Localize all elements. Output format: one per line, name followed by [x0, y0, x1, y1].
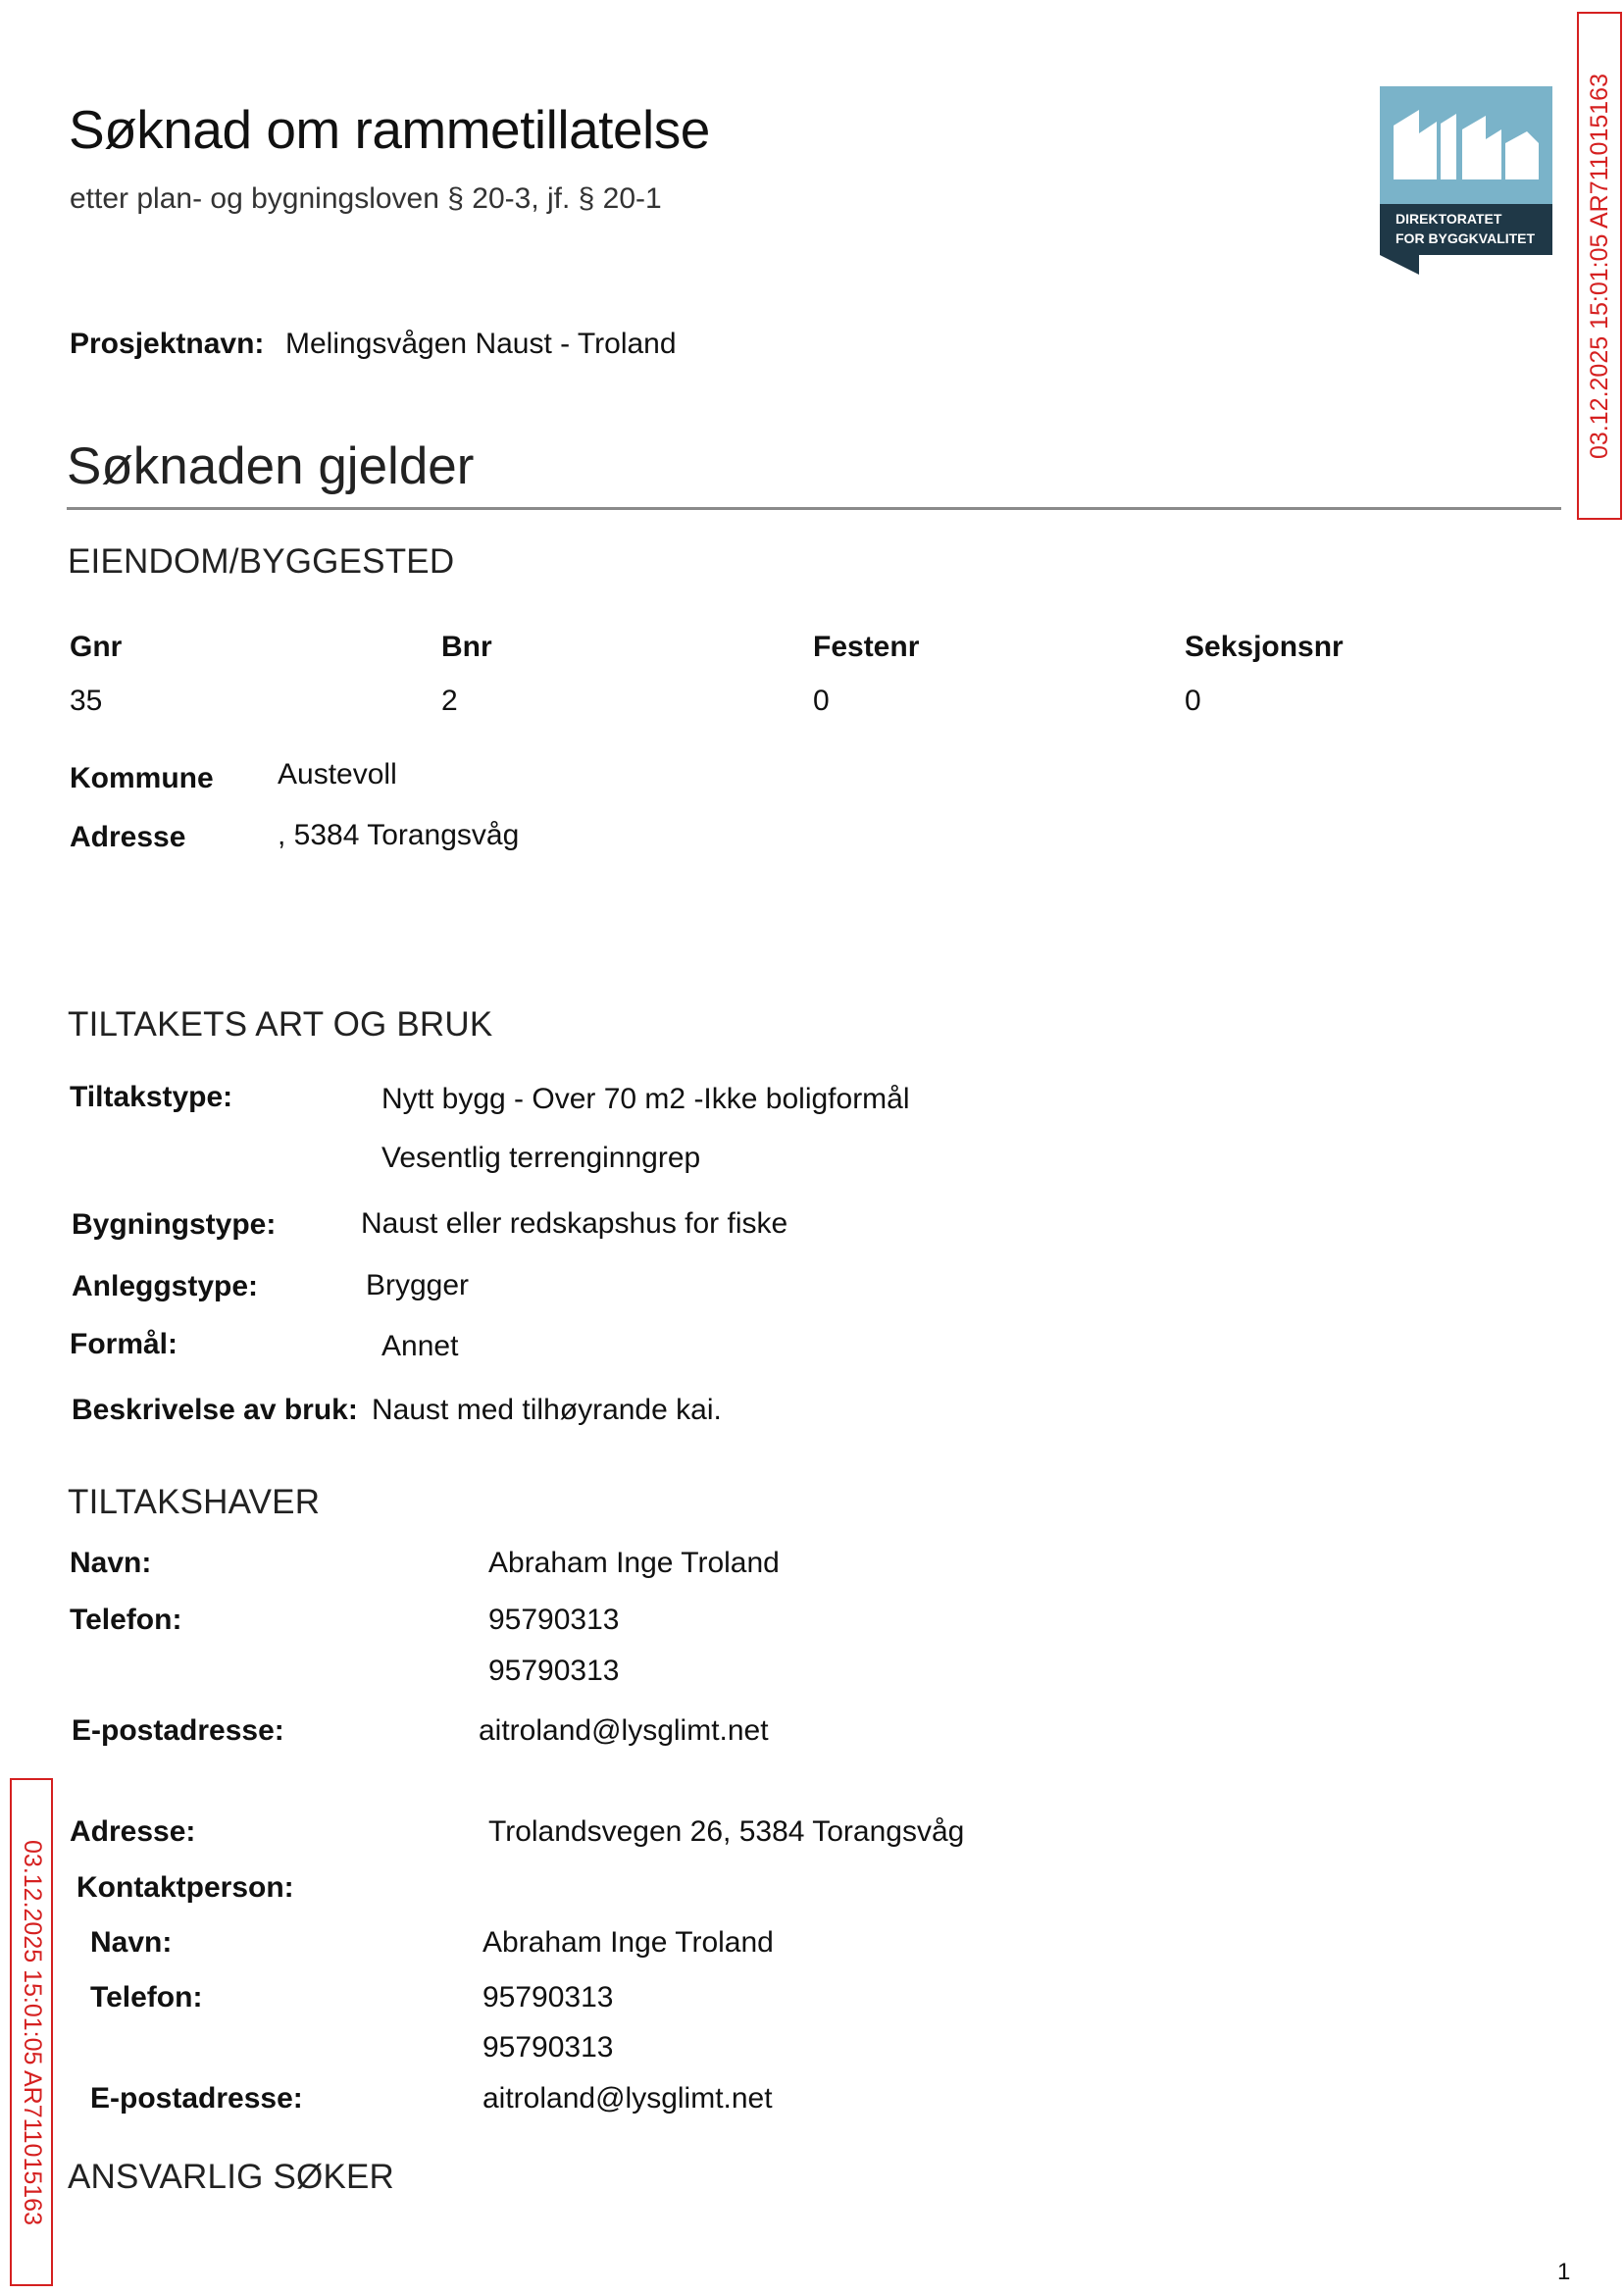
tiltakshaver-epost-label: E-postadresse:: [72, 1714, 284, 1747]
ansvarlig-soker-heading: ANSVARLIG SØKER: [68, 2158, 395, 2196]
bnr-value: 2: [441, 685, 458, 717]
project-label: Prosjektnavn:: [70, 328, 265, 360]
tiltakshaver-epost-value: aitroland@lysglimt.net: [479, 1714, 769, 1747]
kontakt-navn-value: Abraham Inge Troland: [482, 1926, 774, 1959]
adresse-label: Adresse: [70, 821, 186, 853]
bnr-label: Bnr: [441, 631, 492, 663]
logo-text-line1: DIREKTORATET: [1396, 211, 1502, 227]
kommune-value: Austevoll: [278, 758, 397, 790]
gnr-value: 35: [70, 685, 103, 717]
tiltakshaver-telefon-value-2: 95790313: [488, 1655, 620, 1687]
tiltakshaver-navn-value: Abraham Inge Troland: [488, 1547, 780, 1579]
kontakt-navn-label: Navn:: [90, 1926, 173, 1959]
tiltakshaver-navn-label: Navn:: [70, 1547, 152, 1579]
eiendom-heading: EIENDOM/BYGGESTED: [68, 542, 455, 581]
bygningstype-value: Naust eller redskapshus for fiske: [361, 1207, 788, 1240]
festenr-label: Festenr: [813, 631, 920, 663]
page-number: 1: [1557, 2259, 1571, 2285]
formal-value: Annet: [381, 1330, 459, 1362]
tiltak-heading: TILTAKETS ART OG BRUK: [68, 1005, 493, 1044]
anleggstype-label: Anleggstype:: [72, 1270, 259, 1302]
kommune-label: Kommune: [70, 762, 214, 794]
formal-label: Formål:: [70, 1328, 178, 1360]
beskrivelse-label: Beskrivelse av bruk:: [72, 1394, 358, 1426]
tiltakshaver-telefon-label: Telefon:: [70, 1604, 182, 1636]
bygningstype-label: Bygningstype:: [72, 1208, 277, 1241]
timestamp-stamp-top: [1577, 12, 1622, 520]
anleggstype-value: Brygger: [366, 1269, 470, 1301]
timestamp-stamp-side: [10, 1778, 53, 2286]
section-title: Søknaden gjelder: [67, 437, 475, 495]
kontakt-epost-value: aitroland@lysglimt.net: [482, 2082, 773, 2115]
gnr-label: Gnr: [70, 631, 123, 663]
stamp-text: 03.12.2025 15:01:05 AR711015163: [1585, 73, 1613, 459]
dibk-logo: [1380, 86, 1552, 275]
stamp-text: 03.12.2025 15:01:05 AR711015163: [18, 1839, 46, 2225]
festenr-value: 0: [813, 685, 830, 717]
seksjonsnr-label: Seksjonsnr: [1185, 631, 1344, 663]
tiltakshaver-telefon-value-1: 95790313: [488, 1604, 620, 1636]
tiltakstype-value-2: Vesentlig terrenginngrep: [381, 1142, 701, 1174]
tiltakshaver-heading: TILTAKSHAVER: [68, 1483, 321, 1521]
kontakt-telefon-label: Telefon:: [90, 1981, 203, 2014]
document-subtitle: etter plan- og bygningsloven § 20-3, jf. § 20-1: [70, 182, 662, 215]
tiltakshaver-adresse-value: Trolandsvegen 26, 5384 Torangsvåg: [488, 1815, 965, 1848]
adresse-value: , 5384 Torangsvåg: [278, 819, 520, 851]
tiltakshaver-adresse-label: Adresse:: [70, 1815, 196, 1848]
kontakt-epost-label: E-postadresse:: [90, 2082, 303, 2115]
tiltakstype-value-1: Nytt bygg - Over 70 m2 -Ikke boligformål: [381, 1083, 910, 1115]
document-title: Søknad om rammetillatelse: [69, 99, 710, 160]
beskrivelse-value: Naust med tilhøyrande kai.: [372, 1394, 722, 1426]
section-divider: [67, 507, 1561, 510]
kontakt-telefon-value-2: 95790313: [482, 2031, 614, 2064]
tiltakstype-label: Tiltakstype:: [70, 1081, 233, 1113]
project-value: Melingsvågen Naust - Troland: [285, 328, 677, 360]
kontakt-telefon-value-1: 95790313: [482, 1981, 614, 2014]
seksjonsnr-value: 0: [1185, 685, 1201, 717]
kontaktperson-label: Kontaktperson:: [76, 1871, 294, 1904]
logo-text-line2: FOR BYGGKVALITET: [1396, 230, 1536, 246]
